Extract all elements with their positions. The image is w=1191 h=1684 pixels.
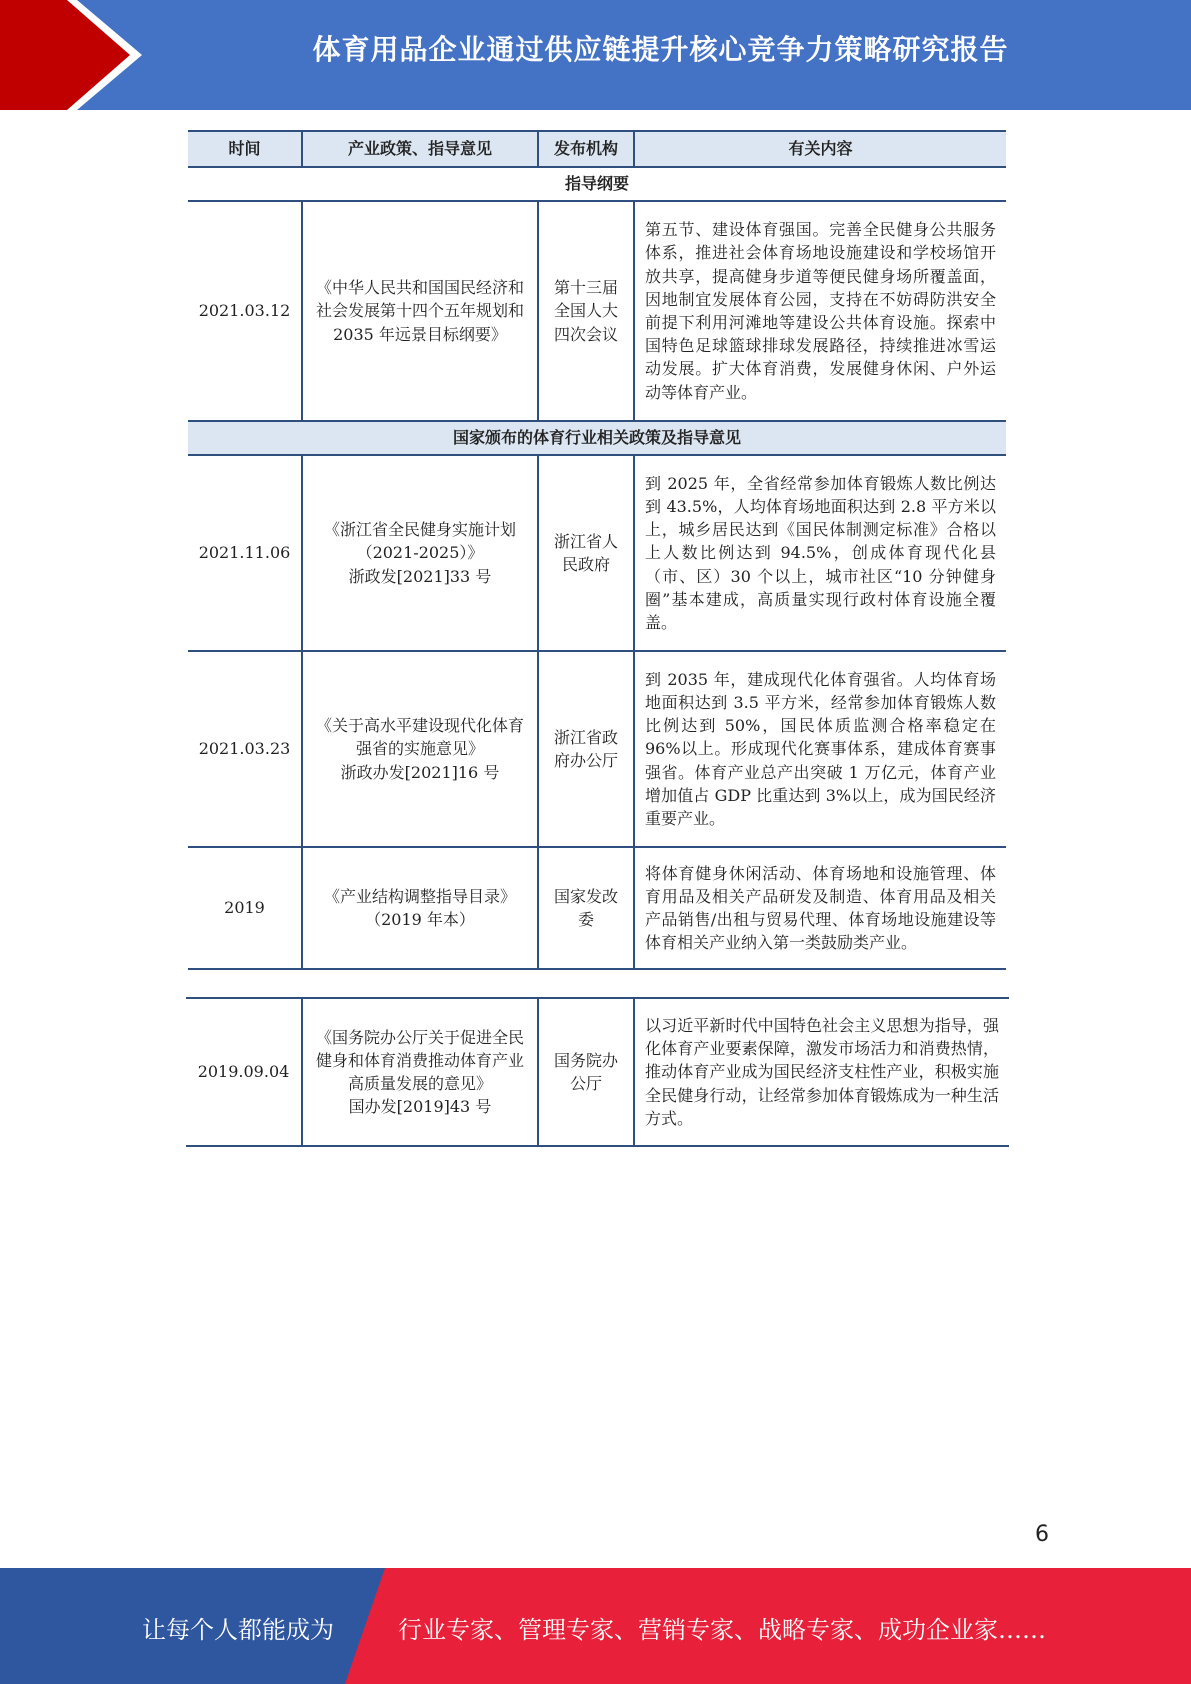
row-date: 2021.03.23: [188, 651, 302, 847]
policy-number: 浙政发[2021]33 号: [348, 566, 492, 586]
row-date: 2021.11.06: [188, 455, 302, 651]
table-header-row: [188, 131, 1006, 167]
row-policy: [302, 651, 538, 847]
report-title: 体育用品企业通过供应链提升核心竞争力策略研究报告: [312, 33, 1009, 66]
table-row: [188, 847, 1006, 969]
col-header-policy: 产业政策、指导意见: [302, 131, 538, 167]
row-policy: 《中华人民共和国国民经济和社会发展第十四个五年规划和 2035 年远景目标纲要》: [302, 201, 538, 421]
footer-blue-slant: [345, 1568, 385, 1684]
row-date: 2019.09.04: [186, 998, 302, 1146]
page-number: 6: [1035, 1522, 1049, 1547]
header-red-block: [0, 0, 62, 110]
footer-slogan-left: 让每个人都能成为: [142, 1616, 334, 1644]
row-issuer: 第十三届全国人大四次会议: [538, 201, 634, 421]
policy-title: 《浙江省全民健身实施计划（2021-2025）》: [323, 520, 516, 563]
row-content: 到 2025 年，全省经常参加体育锻炼人数比例达到 43.5%，人均体育场地面积达到 2.8 平方米以上，城乡居民达到《国民体制测定标准》合格以上人数比例达到 94.5%，创成体育现代化县（市、区）30 个以上，城市社区“10 分钟健身圈”基本建成，高质量实现行政村体育设施全覆盖。: [634, 455, 1006, 651]
row-content: 将体育健身休闲活动、体育场地和设施管理、体育用品及相关产品研发及制造、体育用品及相关产品销售/出租与贸易代理、体育场地设施建设等体育相关产业纳入第一类鼓励类产业。: [634, 847, 1006, 969]
col-header-date: 时间: [188, 131, 302, 167]
policy-number: （2019 年本）: [365, 910, 475, 929]
page-footer: [0, 1568, 1191, 1684]
section-heading: 国家颁布的体育行业相关政策及指导意见: [188, 421, 1006, 455]
page-header: [0, 0, 1191, 110]
table-row: [188, 651, 1006, 847]
row-content: 以习近平新时代中国特色社会主义思想为指导，强化体育产业要素保障，激发市场活力和消费热情，推动体育产业成为国民经济支柱性产业，积极实施全民健身行动，让经常参加体育锻炼成为一种生活方式。: [634, 998, 1009, 1146]
row-issuer: 国家发改委: [538, 847, 634, 969]
row-date: 2019: [188, 847, 302, 969]
row-policy: [302, 847, 538, 969]
policy-number: 浙政办发[2021]16 号: [340, 762, 500, 782]
table-row: [188, 201, 1006, 421]
row-policy: [302, 455, 538, 651]
col-header-content: 有关内容: [634, 131, 1006, 167]
row-issuer: 浙江省政府办公厅: [538, 651, 634, 847]
policy-number: 国办发[2019]43 号: [348, 1097, 492, 1117]
row-issuer: 国务院办公厅: [538, 998, 634, 1146]
header-chevron-icon: [62, 0, 152, 110]
section-heading: 指导纲要: [188, 167, 1006, 201]
table-row: [186, 998, 1009, 1146]
row-content: 第五节、建设体育强国。完善全民健身公共服务体系，推进社会体育场地设施建设和学校场馆开放共享，提高健身步道等便民健身场所覆盖面，因地制宜发展体育公园，支持在不妨碍防洪安全前提下利用河滩地等建设公共体育设施。探索中国特色足球篮球排球发展路径，持续推进冰雪运动发展。扩大体育消费，发展健身休闲、户外运动等体育产业。: [634, 201, 1006, 421]
table-row: [188, 455, 1006, 651]
row-date: 2021.03.12: [188, 201, 302, 421]
row-policy: [302, 998, 538, 1146]
row-issuer: 浙江省人民政府: [538, 455, 634, 651]
policy-title: 《产业结构调整指导目录》: [323, 886, 516, 906]
policy-table-continued: [186, 997, 1009, 1147]
col-header-issuer: 发布机构: [538, 131, 634, 167]
policy-title: 《国务院办公厅关于促进全民健身和体育消费推动体育产业高质量发展的意见》: [315, 1027, 524, 1093]
row-content: 到 2035 年，建成现代化体育强省。人均体育场地面积达到 3.5 平方米，经常参加体育锻炼人数比例达到 50%，国民体质监测合格率稳定在 96%以上。形成现代化赛事体系，建成体育赛事强省。体育产业总产出突破 1 万亿元，体育产业增加值占 GDP 比重达到 3%以上，成为国民经济重要产业。: [634, 651, 1006, 847]
policy-table: [188, 130, 1006, 970]
policy-title: 《关于高水平建设现代化体育强省的实施意见》: [315, 716, 524, 759]
footer-slogan-right: 行业专家、管理专家、营销专家、战略专家、成功企业家……: [398, 1616, 1046, 1644]
